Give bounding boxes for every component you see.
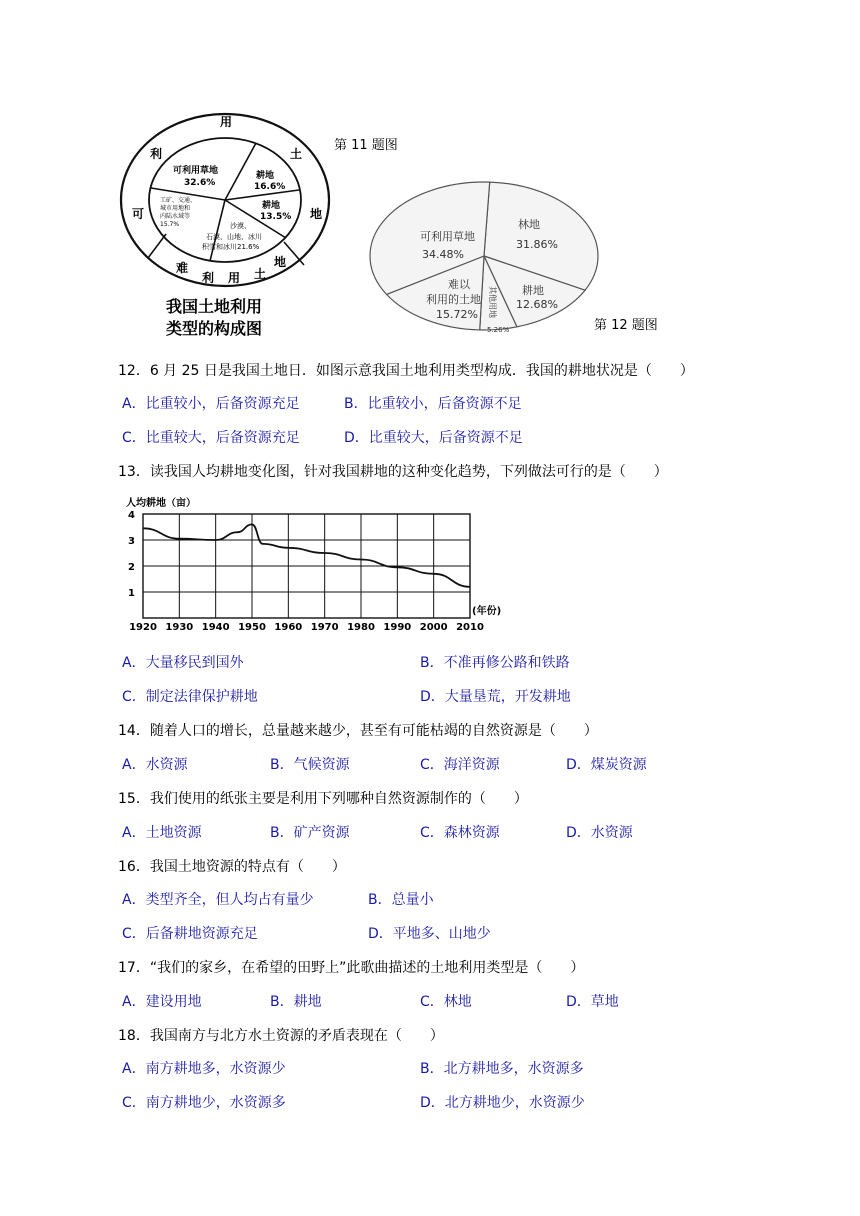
fig11-title-line1: 我国土地利用 [166, 297, 263, 316]
question-17: 17．“我们的家乡，在希望的田野上”此歌曲描述的土地利用类型是（ ） [118, 960, 585, 976]
pie12-value-hard: 15.72% [436, 308, 478, 321]
ring-char: 土 [290, 147, 303, 161]
q13-option-a[interactable]: A．大量移民到国外 [122, 655, 244, 671]
pie12-label-hard: 利用的土地 [426, 293, 481, 306]
chart13-y-tick-label: 3 [128, 536, 135, 547]
chart13-x-tick-label: 1930 [165, 622, 194, 633]
fig11-title [166, 296, 262, 340]
chart13-x-tick-label: 1980 [347, 622, 375, 633]
pie12-label-forest: 林地 [518, 218, 540, 231]
question-18: 18．我国南方与北方水土资源的矛盾表现在（ ） [118, 1028, 444, 1044]
q16-option-c[interactable]: C．后备耕地资源充足 [122, 926, 258, 942]
ring-char: 地 [310, 207, 323, 221]
q13-option-d[interactable]: D．大量垦荒，开发耕地 [420, 689, 571, 705]
slice-value: 15.7% [160, 221, 180, 228]
q17-option-d[interactable]: D．草地 [566, 994, 619, 1010]
chart13-ylabel: 人均耕地（亩） [126, 498, 196, 509]
q18-option-d[interactable]: D．北方耕地少，水资源少 [420, 1095, 585, 1111]
question-15: 15．我们使用的纸张主要是利用下列哪种自然资源制作的（ ） [118, 791, 528, 807]
q17-option-b[interactable]: B．耕地 [270, 994, 322, 1010]
fig11-diagram [118, 110, 332, 290]
question-16: 16．我国土地资源的特点有（ ） [118, 859, 346, 875]
slice-label: 城市用地和 [160, 205, 191, 212]
q12-option-b[interactable]: B．比重较小，后备资源不足 [344, 396, 522, 412]
slice-value: 13.5% [260, 212, 292, 222]
question-14: 14．随着人口的增长，总量越来越少，甚至有可能枯竭的自然资源是（ ） [118, 723, 598, 739]
q14-option-d[interactable]: D．煤炭资源 [566, 757, 647, 773]
chart13-x-tick-label: 1970 [310, 622, 339, 633]
pie12-value-other: 5.26% [487, 326, 510, 334]
q17-option-a[interactable]: A．建设用地 [122, 994, 202, 1010]
chart13-x-tick-label: 1950 [238, 622, 266, 633]
fig11-title-line2: 类型的构成图 [166, 319, 263, 338]
slice-label: 积雪和冰川21.6% [202, 243, 260, 251]
question-13: 13．读我国人均耕地变化图，针对我国耕地的这种变化趋势，下列做法可行的是（ ） [118, 464, 668, 480]
fig12-caption: 第 12 题图 [594, 318, 658, 333]
fig11-caption: 第 11 题图 [334, 138, 398, 153]
question-12: 12．6 月 25 日是我国土地日．如图示意我国土地利用类型构成．我国的耕地状况是（ ） [118, 363, 694, 379]
q15-option-a[interactable]: A．土地资源 [122, 825, 202, 841]
chart13-x-tick-label: 2000 [419, 622, 448, 633]
ring-char: 利 [150, 147, 163, 161]
chart13-x-tick-label: 1960 [274, 622, 303, 633]
q14-option-a[interactable]: A．水资源 [122, 757, 188, 773]
ring-char: 用 [228, 271, 241, 285]
ring-char: 用 [220, 115, 233, 129]
slice-label: 沙漠、 [230, 222, 251, 230]
chart13-series-line [143, 524, 470, 586]
pie12-label-grass: 可利用草地 [420, 230, 475, 243]
slice-label: 耕地 [262, 201, 281, 211]
q18-option-a[interactable]: A．南方耕地多，水资源少 [122, 1061, 286, 1077]
q16-option-b[interactable]: B．总量小 [368, 892, 434, 908]
ring-char: 难 [176, 261, 189, 275]
q18-option-b[interactable]: B．北方耕地多，水资源多 [420, 1061, 584, 1077]
ring-char: 利 [202, 271, 215, 285]
pie12-label-farm: 耕地 [522, 284, 544, 297]
q15-option-d[interactable]: D．水资源 [566, 825, 633, 841]
q16-option-d[interactable]: D．平地多、山地少 [368, 926, 491, 942]
pie12-label-other: 其他用地 [488, 286, 497, 318]
q12-option-d[interactable]: D．比重较大，后备资源不足 [344, 430, 523, 446]
q17-option-c[interactable]: C．林地 [420, 994, 472, 1010]
chart13-y-tick-label: 2 [128, 562, 135, 573]
pie12-value-forest: 31.86% [516, 238, 558, 251]
chart13-line-chart [118, 492, 508, 634]
q13-option-c[interactable]: C．制定法律保护耕地 [122, 689, 258, 705]
slice-label: 工矿、交通、 [160, 197, 197, 204]
q15-option-b[interactable]: B．矿产资源 [270, 825, 350, 841]
pie12-value-farm: 12.68% [516, 298, 558, 311]
q16-option-a[interactable]: A．类型齐全，但人均占有量少 [122, 892, 314, 908]
q15-option-c[interactable]: C．森林资源 [420, 825, 500, 841]
pie12-label-hard: 难以 [448, 278, 470, 291]
chart13-y-tick-label: 4 [128, 510, 135, 521]
ring-char: 土 [254, 267, 267, 281]
slice-label: 石漠、山地、冰川 [206, 233, 262, 241]
fig12-pie-chart [366, 178, 606, 338]
q12-option-a[interactable]: A．比重较小，后备资源充足 [122, 396, 300, 412]
chart13-x-tick-label: 1990 [383, 622, 412, 633]
slice-value: 32.6% [184, 178, 216, 188]
q14-option-c[interactable]: C．海洋资源 [420, 757, 500, 773]
pie12-value-grass: 34.48% [422, 248, 464, 261]
slice-label: 耕地 [256, 171, 275, 181]
chart13-x-tick-label: 1920 [129, 622, 157, 633]
chart13-y-tick-label: 1 [128, 588, 135, 599]
ring-char: 可 [132, 207, 145, 221]
chart13-xlabel: (年份) [472, 606, 502, 617]
chart13-x-tick-label: 2010 [456, 622, 484, 633]
slice-value: 16.6% [254, 182, 286, 192]
q14-option-b[interactable]: B．气候资源 [270, 757, 350, 773]
slice-label: 内陆水域等 [160, 213, 191, 220]
q18-option-c[interactable]: C．南方耕地少，水资源多 [122, 1095, 286, 1111]
chart13-x-tick-label: 1940 [201, 622, 230, 633]
q13-option-b[interactable]: B．不准再修公路和铁路 [420, 655, 570, 671]
ring-char: 地 [274, 255, 287, 269]
q12-option-c[interactable]: C．比重较大，后备资源充足 [122, 430, 300, 446]
slice-label: 可利用草地 [173, 166, 219, 176]
